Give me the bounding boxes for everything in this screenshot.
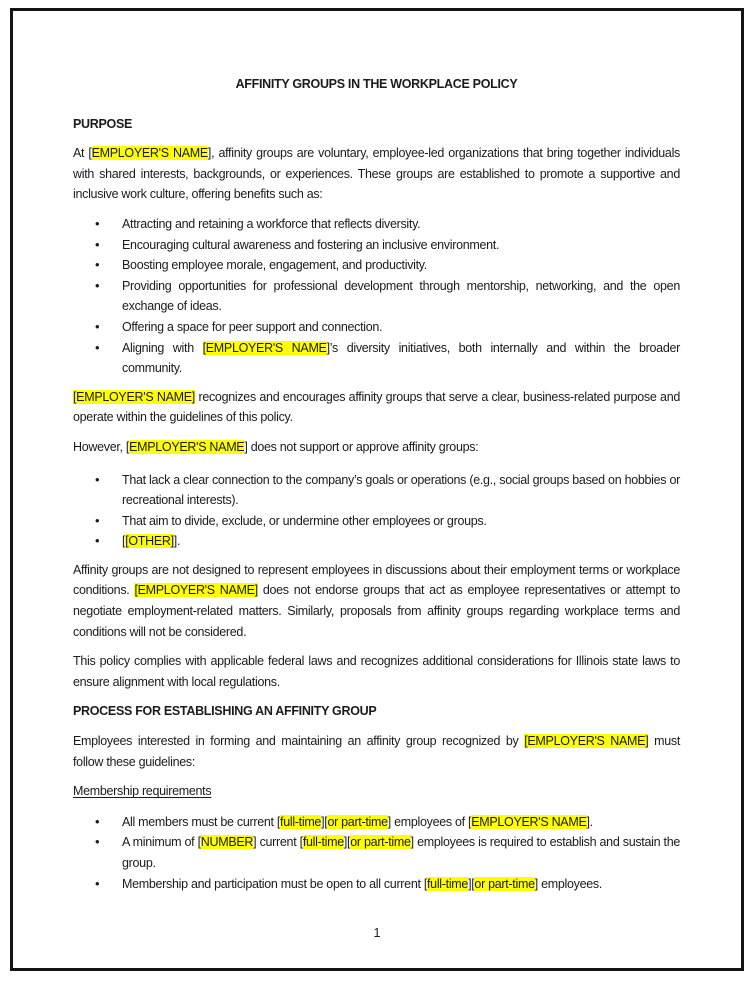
list-item: [73, 338, 680, 379]
list-item: [73, 235, 680, 256]
highlighted-placeholder: [EMPLOYER'S NAME]: [134, 583, 258, 598]
text-run: Attracting and retaining a workforce that reflects diversity.: [122, 216, 421, 231]
text-run: must follow these guidelines:: [73, 734, 680, 769]
list-item: [73, 276, 680, 317]
section-subheading: Membership requirements: [73, 784, 212, 799]
highlighted-placeholder: [OTHER]: [125, 534, 174, 549]
text-run: Offering a space for peer support and connection.: [122, 319, 383, 334]
text-run: That lack a clear connection to the company’s goals or operations (e.g., social groups based on hobbies or recreational interests).: [122, 472, 680, 508]
text-run: Aligning with: [122, 340, 203, 355]
text-run: ] employees is required to establish and sustain the group.: [122, 835, 680, 870]
list-item: [73, 317, 680, 338]
paragraph: [73, 437, 680, 458]
highlighted-placeholder: NUMBER: [200, 835, 254, 850]
section-heading: PROCESS FOR ESTABLISHING AN AFFINITY GROUP: [73, 704, 377, 719]
text-run: This policy complies with applicable federal laws and recognizes additional considerations for Illinois state laws to ensure alignment with local regulations.: [73, 654, 680, 689]
highlighted-placeholder: full-time: [427, 876, 469, 891]
highlighted-placeholder: full-time: [280, 814, 322, 829]
text-run: [: [122, 534, 126, 549]
paragraph: [73, 387, 680, 428]
text-run: ][: [343, 835, 351, 850]
text-run: does not endorse groups that act as employee representatives or attempt to negotiate employment-related matters. Similarly, proposals from affinity groups regarding workplace terms and conditions will not be considered.: [73, 583, 681, 639]
text-run: However, [: [73, 439, 130, 454]
text-run: Encouraging cultural awareness and fostering an inclusive environment.: [122, 237, 500, 252]
list-item: [73, 511, 680, 532]
document-body: [73, 114, 680, 895]
text-run: ][: [321, 814, 328, 829]
text-run: ]’s diversity initiatives, both internally and within the broader community.: [122, 340, 680, 376]
paragraph: [73, 651, 680, 692]
highlighted-placeholder: EMPLOYER'S NAME: [91, 146, 208, 161]
text-run: Providing opportunities for professional development through mentorship, networking, and the open exchange of ideas.: [122, 278, 680, 314]
text-run: Employees interested in forming and maintaining an affinity group recognized by: [73, 734, 525, 749]
highlighted-placeholder: or part-time: [350, 835, 411, 850]
list-item: [73, 832, 680, 873]
highlighted-placeholder: or part-time: [474, 876, 535, 891]
text-run: A minimum of [: [122, 835, 201, 850]
text-run: ] employees of [: [387, 814, 472, 829]
highlighted-placeholder: full-time: [302, 835, 344, 850]
text-run: Boosting employee morale, engagement, and productivity.: [122, 258, 427, 273]
text-run: ] employees.: [534, 876, 603, 891]
document-content: [73, 74, 680, 902]
highlighted-placeholder: EMPLOYER'S NAME: [129, 439, 245, 454]
list-item: [73, 531, 680, 552]
bullet-list: [73, 470, 680, 552]
text-run: ] does not support or approve affinity groups:: [244, 439, 479, 454]
page-number: 1: [373, 926, 381, 940]
highlighted-placeholder: or part-time: [327, 814, 388, 829]
paragraph: [73, 143, 680, 205]
text-run: Affinity groups are not designed to represent employees in discussions about their employment terms or workplace conditions.: [73, 562, 680, 598]
list-item: [73, 470, 680, 511]
list-item: [73, 874, 680, 895]
text-run: recognizes and encourages affinity groups that serve a clear, business-related purpose and operate within the guidelines of this policy.: [73, 389, 680, 425]
text-run: ], affinity groups are voluntary, employee-led organizations that bring together individuals with shared interests, backgrounds, or experiences. These groups are established to promote a supportive and inclusive work culture, offering benefits such as:: [73, 146, 680, 202]
paragraph: [73, 731, 680, 772]
text-run: All members must be current [: [122, 814, 281, 829]
list-item: [73, 214, 680, 235]
bullet-list: [73, 214, 680, 379]
text-run: At [: [73, 146, 92, 161]
text-run: That aim to divide, exclude, or undermine other employees or groups.: [122, 513, 487, 528]
paragraph: [73, 560, 680, 642]
text-run: Membership and participation must be open to all current [: [122, 876, 427, 891]
highlighted-placeholder: [EMPLOYER'S NAME]: [524, 734, 649, 749]
highlighted-placeholder: [EMPLOYER'S NAME]: [73, 389, 195, 404]
text-run: ][: [468, 876, 475, 891]
highlighted-placeholder: [EMPLOYER'S NAME: [202, 340, 327, 355]
bullet-list: [73, 812, 680, 894]
section-heading: PURPOSE: [73, 116, 133, 131]
text-run: ].: [173, 534, 181, 549]
list-item: [73, 812, 680, 833]
list-item: [73, 255, 680, 276]
text-run: ].: [586, 814, 593, 829]
page-border: [10, 8, 744, 971]
highlighted-placeholder: EMPLOYER'S NAME: [471, 814, 587, 829]
document-title: AFFINITY GROUPS IN THE WORKPLACE POLICY: [235, 77, 518, 91]
text-run: ] current [: [253, 835, 303, 850]
